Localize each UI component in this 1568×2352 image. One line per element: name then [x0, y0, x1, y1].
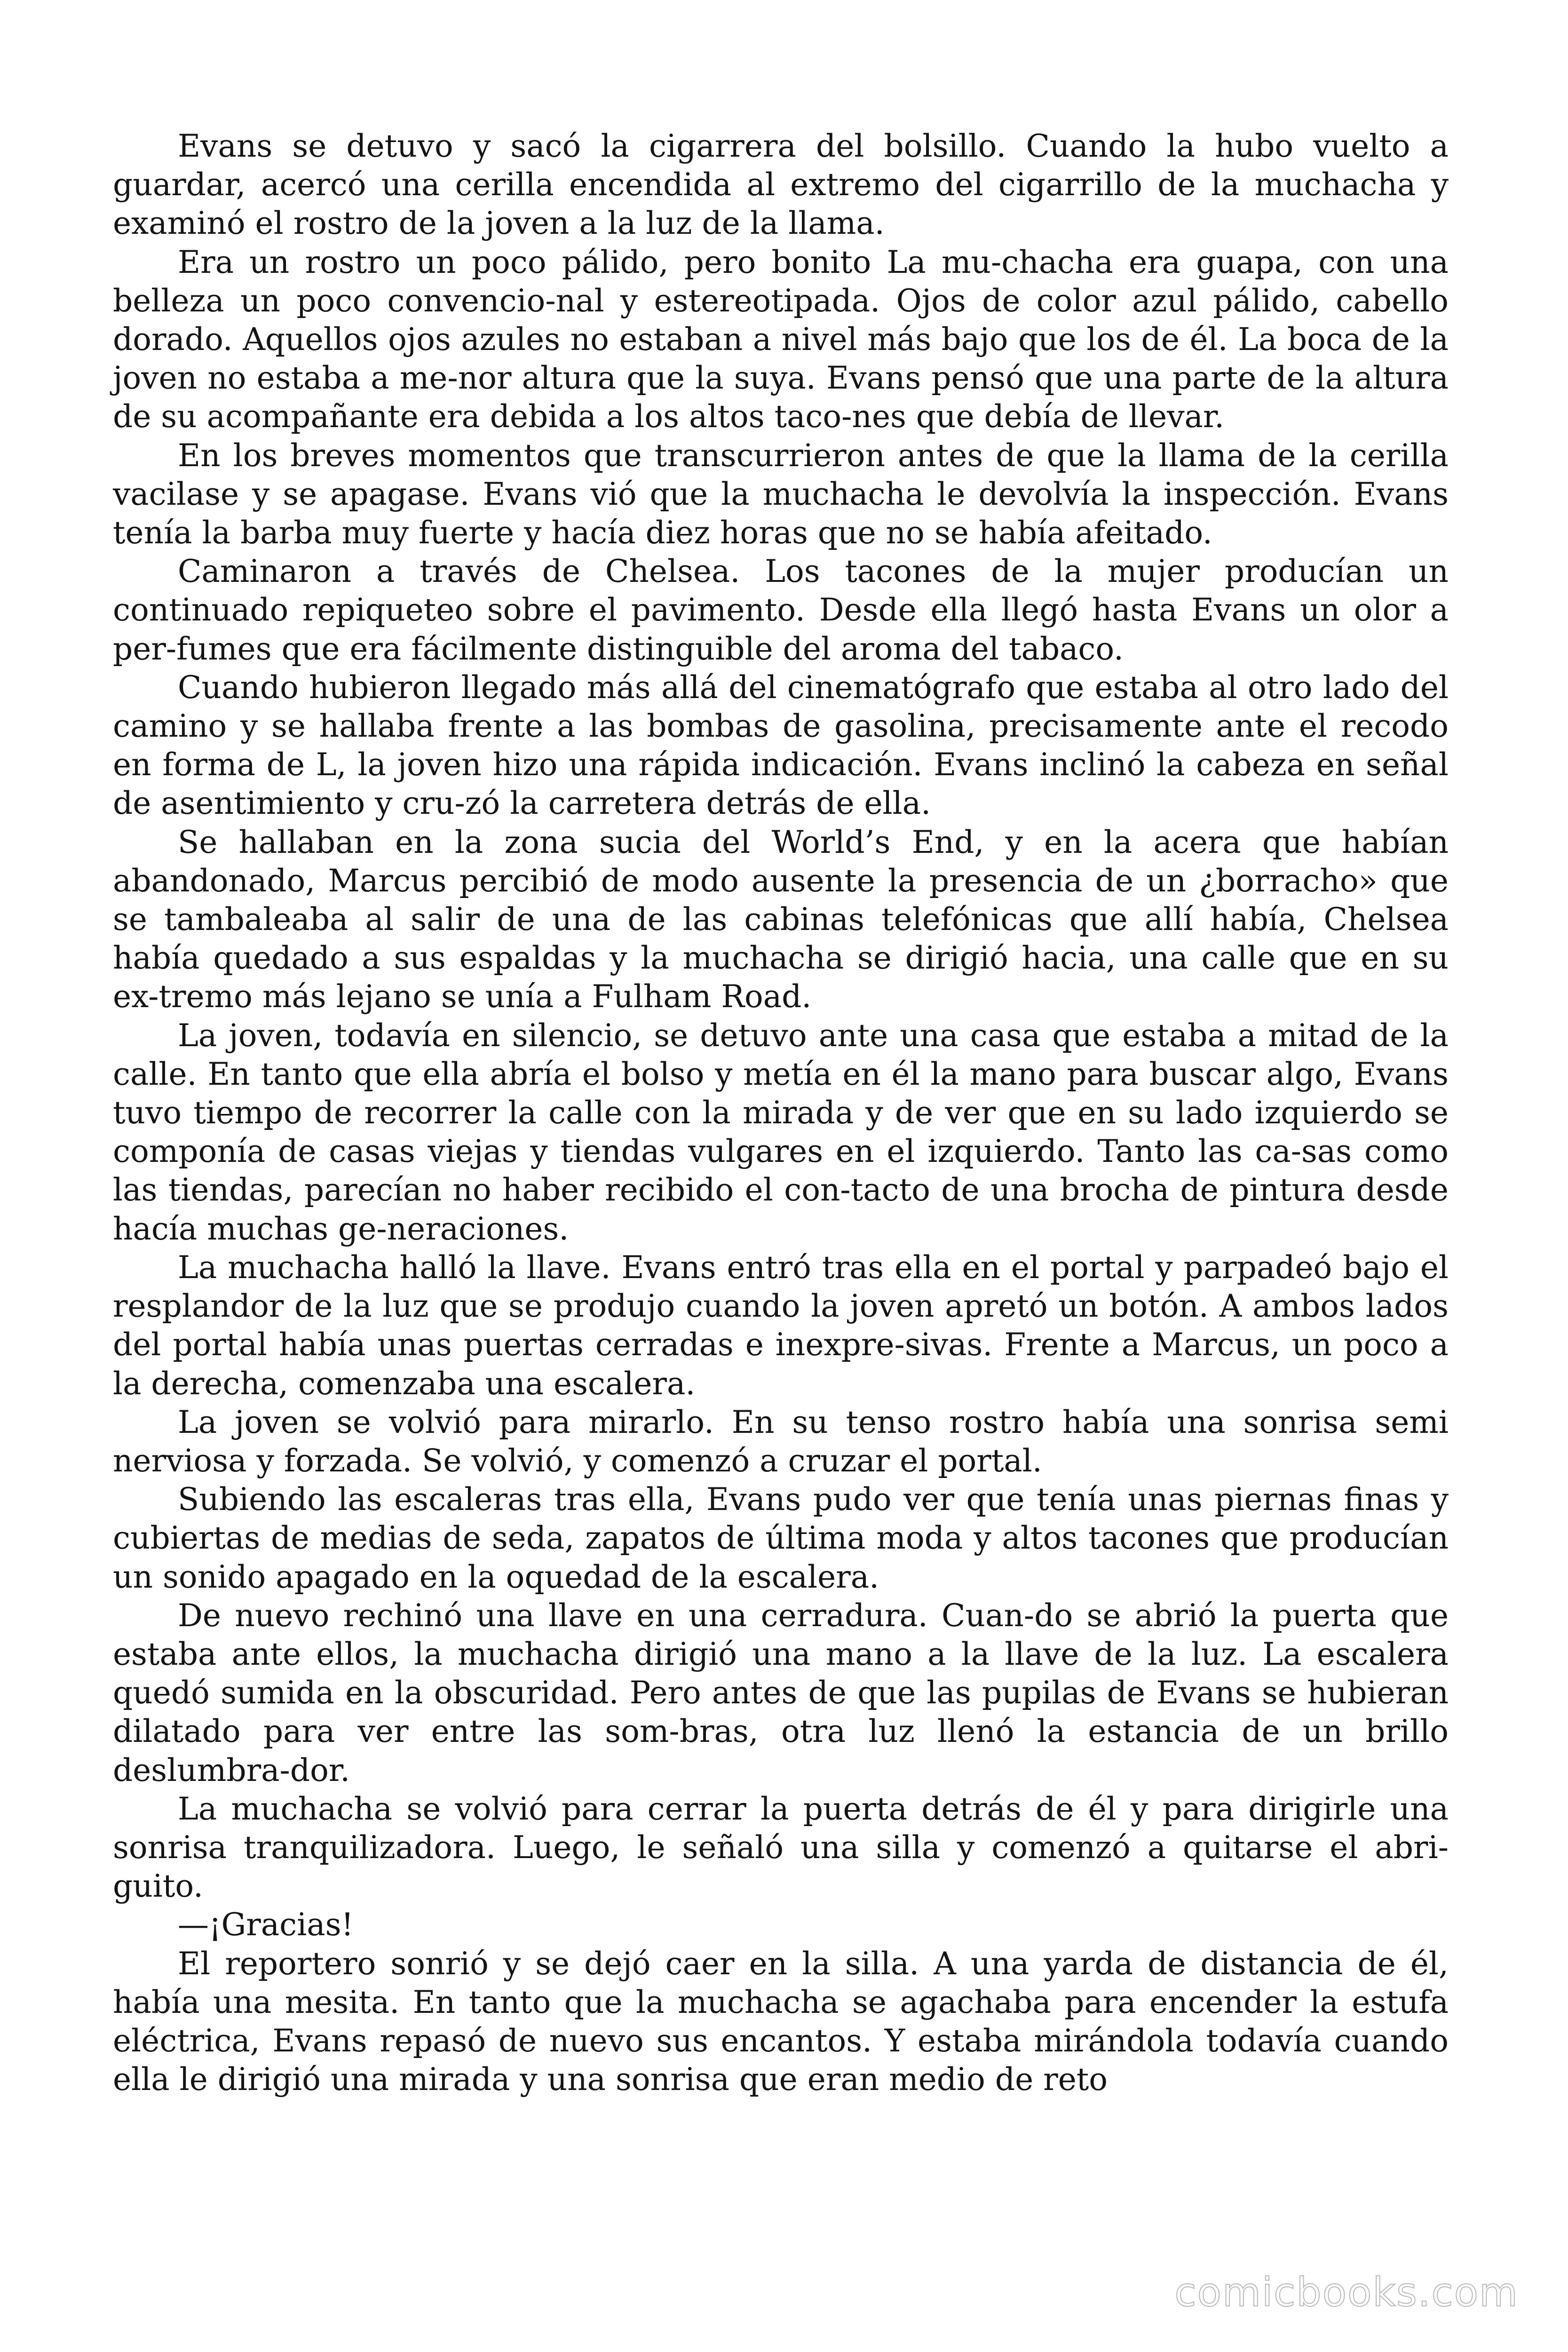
paragraph: Caminaron a través de Chelsea. Los tacones de la mujer producían un continuado repiqueteo sobre el pavimento. Desde ella llegó hasta Evans un olor a per-fumes que era fácilmente distinguible del aroma del tabaco.: [113, 553, 1449, 667]
paragraph: Era un rostro un poco pálido, pero bonito La mu-chacha era guapa, con una belleza un poco convencio-nal y estereotipada. Ojos de color azul pálido, cabello dorado. Aquellos ojos azules no estaban a nivel más bajo que los de él. La boca de la joven no estaba a me-nor altura que la suya. Evans pensó que una parte de la altura de su acompañante era debida a los altos taco-nes que debía de llevar.: [113, 244, 1449, 435]
watermark: comicbooks.com: [1174, 2269, 1519, 2315]
page-body: [113, 127, 1449, 2099]
paragraph: Subiendo las escaleras tras ella, Evans pudo ver que tenía unas piernas finas y cubiertas de medias de seda, zapatos de última moda y altos tacones que producían un sonido apagado en la oquedad de la escalera.: [113, 1481, 1449, 1595]
paragraph: En los breves momentos que transcurrieron antes de que la llama de la cerilla vacilase y se apagase. Evans vió que la muchacha le devolvía la inspección. Evans tenía la barba muy fuerte y hacía diez horas que no se había afeitado.: [113, 437, 1449, 551]
paragraph: Evans se detuvo y sacó la cigarrera del bolsillo. Cuando la hubo vuelto a guardar, acercó una cerilla encendida al extremo del cigarrillo de la muchacha y examinó el rostro de la joven a la luz de la llama.: [113, 128, 1449, 242]
paragraph: De nuevo rechinó una llave en una cerradura. Cuan-do se abrió la puerta que estaba ante ellos, la muchacha dirigió una mano a la llave de la luz. La escalera quedó sumida en la obscuridad. Pero antes de que las pupilas de Evans se hubieran dilatado para ver entre las som-bras, otra luz llenó la estancia de un brillo deslumbra-dor.: [113, 1597, 1449, 1788]
paragraph: Cuando hubieron llegado más allá del cinematógrafo que estaba al otro lado del camino y se hallaba frente a las bombas de gasolina, precisamente ante el recodo en forma de L, la joven hizo una rápida indicación. Evans inclinó la cabeza en señal de asentimiento y cru-zó la carretera detrás de ella.: [113, 669, 1449, 822]
dialogue-line: —¡Gracias!: [178, 1907, 354, 1943]
paragraph: La muchacha halló la llave. Evans entró tras ella en el portal y parpadeó bajo el resplandor de la luz que se produjo cuando la joven apretó un botón. A ambos lados del portal había unas puertas cerradas e inexpre-sivas. Frente a Marcus, un poco a la derecha, comenzaba una escalera.: [113, 1249, 1449, 1402]
paragraph: La joven, todavía en silencio, se detuvo ante una casa que estaba a mitad de la calle. En tanto que ella abría el bolso y metía en él la mano para buscar algo, Evans tuvo tiempo de recorrer la calle con la mirada y de ver que en su lado izquierdo se componía de casas viejas y tiendas vulgares en el izquierdo. Tanto las ca-sas como las tiendas, parecían no haber recibido el con-tacto de una brocha de pintura desde hacía muchas ge-neraciones.: [113, 1017, 1449, 1247]
paragraph: La muchacha se volvió para cerrar la puerta detrás de él y para dirigirle una sonrisa tranquilizadora. Luego, le señaló una silla y comenzó a quitarse el abri-guito.: [113, 1790, 1449, 1905]
paragraph: Se hallaban en la zona sucia del World’s End, y en la acera que habían abandonado, Marcus percibió de modo ausente la presencia de un ¿borracho» que se tambaleaba al salir de una de las cabinas telefónicas que allí había, Chelsea había quedado a sus espaldas y la muchacha se dirigió hacia, una calle que en su ex-tremo más lejano se unía a Fulham Road.: [113, 824, 1449, 1015]
paragraph: El reportero sonrió y se dejó caer en la silla. A una yarda de distancia de él, había una mesita. En tanto que la muchacha se agachaba para encender la estufa eléctrica, Evans repasó de nuevo sus encantos. Y estaba mirándola todavía cuando ella le dirigió una mirada y una sonrisa que eran medio de reto: [113, 1945, 1449, 2098]
paragraph: La joven se volvió para mirarlo. En su tenso rostro había una sonrisa semi nerviosa y forzada. Se volvió, y comenzó a cruzar el portal.: [113, 1404, 1449, 1479]
